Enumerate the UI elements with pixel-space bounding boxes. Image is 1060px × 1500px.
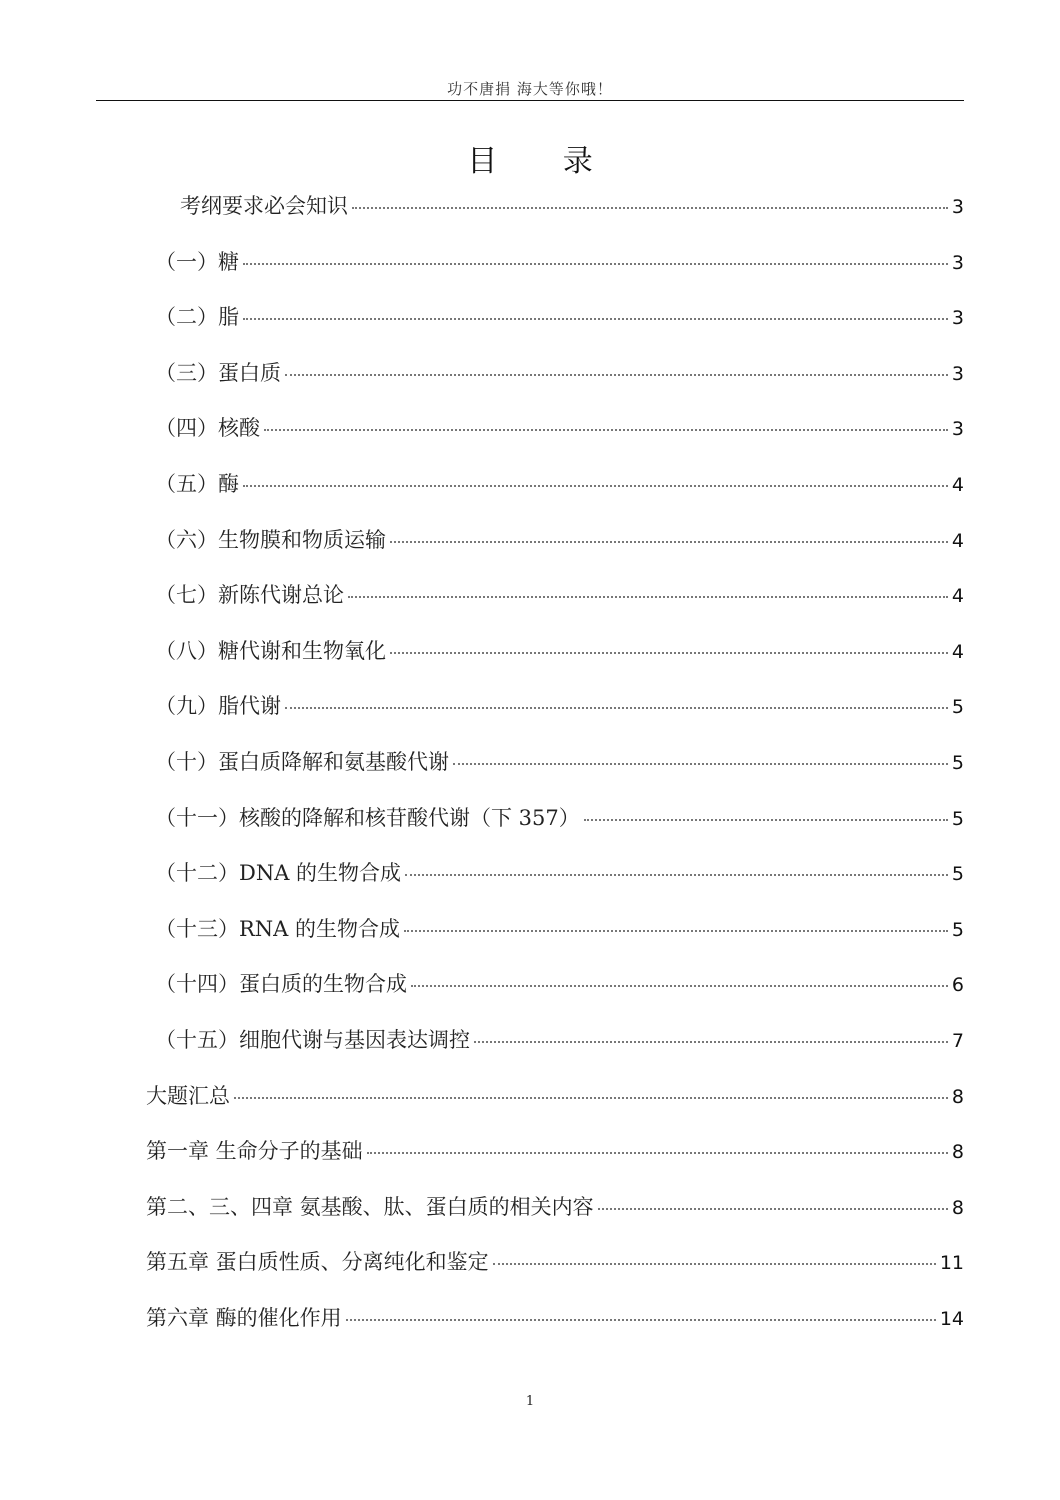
toc-entry-page-number: 4: [951, 640, 964, 663]
toc-dot-leader: [390, 650, 948, 654]
toc-entry-label: 第六章 酶的催化作用: [146, 1306, 342, 1330]
toc-entry-page-number: 8: [951, 1196, 964, 1219]
toc-entry-label: （一）糖: [155, 249, 239, 274]
toc-entry[interactable]: [146, 1191, 964, 1231]
toc-entry[interactable]: [155, 802, 964, 842]
toc-entry-page-number: 14: [939, 1308, 964, 1330]
toc-entry-label: （十一）核酸的降解和核苷酸代谢（下 357）: [155, 805, 580, 830]
toc-entry[interactable]: [146, 1135, 964, 1175]
toc-entry-page-number: 3: [951, 307, 964, 330]
toc-dot-leader: [285, 705, 948, 709]
page-number: 1: [525, 1394, 535, 1409]
toc-dot-leader: [243, 483, 948, 487]
toc-entry-page-number: 4: [951, 529, 964, 552]
toc-dot-leader: [348, 594, 948, 598]
toc-entry[interactable]: [155, 579, 964, 619]
toc-dot-leader: [352, 205, 948, 209]
toc-dot-leader: [404, 928, 948, 932]
toc-dot-leader: [474, 1039, 948, 1043]
toc-entry-page-number: 3: [951, 362, 964, 385]
toc-entry[interactable]: [146, 1080, 964, 1120]
toc-entry-label: 大题汇总: [146, 1083, 230, 1108]
toc-dot-leader: [598, 1206, 948, 1210]
toc-entry-label: （三）蛋白质: [155, 360, 281, 385]
toc-entry-page-number: 5: [951, 863, 964, 886]
toc-dot-leader: [405, 872, 948, 876]
toc-entry-label: （十五）细胞代谢与基因表达调控: [155, 1028, 470, 1052]
toc-dot-leader: [411, 983, 948, 987]
toc-entry-page-number: 3: [951, 251, 964, 274]
toc-entry-label: （五）酶: [155, 472, 239, 496]
toc-entry[interactable]: [155, 412, 964, 452]
toc-entry-label: （六）生物膜和物质运输: [155, 527, 386, 552]
page-header-text: 功不唐捐 海大等你哦！: [447, 80, 613, 98]
toc-entry-page-number: 11: [939, 1252, 964, 1275]
toc-dot-leader: [243, 316, 948, 320]
toc-entry-label: 第一章 生命分子的基础: [146, 1139, 363, 1164]
toc-entry[interactable]: [180, 190, 964, 230]
toc-dot-leader: [346, 1317, 936, 1321]
toc-entry[interactable]: [155, 468, 964, 508]
toc-entry-label: （十二）DNA 的生物合成: [155, 861, 402, 886]
toc-entry-label: （七）新陈代谢总论: [155, 583, 344, 608]
toc-entry-label: （九）脂代谢: [155, 694, 281, 719]
toc-entry[interactable]: [155, 524, 964, 564]
toc-dot-leader: [390, 539, 948, 543]
toc-entry-page-number: 6: [951, 974, 964, 997]
toc-entry[interactable]: [146, 1302, 964, 1342]
toc-entry-page-number: 4: [951, 585, 964, 608]
toc-dot-leader: [453, 761, 948, 765]
toc-entry-page-number: 8: [951, 1085, 964, 1108]
toc-dot-leader: [493, 1261, 936, 1265]
toc-entry[interactable]: [155, 246, 964, 286]
toc-entry[interactable]: [155, 746, 964, 786]
toc-entry-page-number: 8: [951, 1141, 964, 1164]
toc-dot-leader: [584, 817, 948, 821]
toc-entry[interactable]: [146, 1246, 964, 1286]
toc-entry-page-number: 5: [951, 807, 964, 830]
toc-entry[interactable]: [155, 635, 964, 675]
toc-entry-label: （十）蛋白质降解和氨基酸代谢: [155, 750, 449, 774]
toc-entry[interactable]: [155, 968, 964, 1008]
toc-entry-page-number: 5: [951, 918, 964, 941]
toc-entry-label: （十四）蛋白质的生物合成: [155, 972, 407, 997]
toc-entry-page-number: 5: [951, 752, 964, 774]
toc-entry[interactable]: [155, 1024, 964, 1064]
toc-dot-leader: [243, 261, 948, 265]
toc-dot-leader: [264, 427, 948, 431]
toc-entry-label: 第五章 蛋白质性质、分离纯化和鉴定: [146, 1250, 489, 1275]
toc-entry[interactable]: [155, 301, 964, 341]
toc-entry-label: （四）核酸: [155, 416, 260, 441]
toc-entry-label: 考纲要求必会知识: [180, 194, 348, 218]
toc-title: 目 录: [467, 144, 621, 179]
toc-entry-label: 第二、三、四章 氨基酸、肽、蛋白质的相关内容: [146, 1194, 594, 1219]
toc-dot-leader: [234, 1095, 948, 1099]
toc-entry-page-number: 3: [951, 196, 964, 218]
toc-dot-leader: [367, 1150, 948, 1154]
toc-entry-page-number: 3: [951, 418, 964, 441]
toc-dot-leader: [285, 372, 948, 376]
toc-entry[interactable]: [155, 357, 964, 397]
toc-entry-label: （十三）RNA 的生物合成: [155, 916, 401, 941]
header-divider: [96, 100, 964, 101]
toc-entry-page-number: 7: [951, 1030, 964, 1052]
toc-entry-page-number: 4: [951, 474, 964, 496]
toc-entry[interactable]: [155, 913, 964, 953]
toc-entry-label: （八）糖代谢和生物氧化: [155, 638, 386, 663]
toc-entry-page-number: 5: [951, 696, 964, 719]
toc-entry-label: （二）脂: [155, 305, 239, 330]
toc-entry[interactable]: [155, 857, 964, 897]
toc-entry[interactable]: [155, 690, 964, 730]
